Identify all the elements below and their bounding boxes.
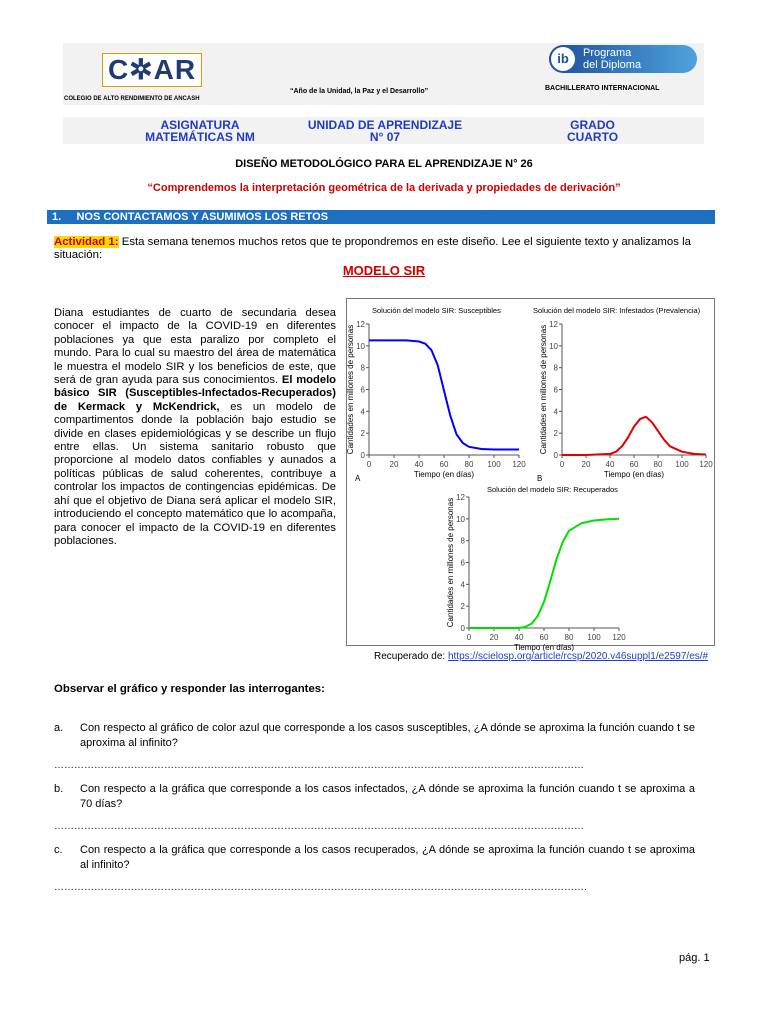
x-tick-label: 40 [514,633,524,642]
answer-line-b[interactable]: …………………………………………………………………………………………………………………………………………… [54,821,584,832]
grade-column [545,119,640,143]
x-tick-label: 80 [564,633,574,642]
panel-label: B [537,474,543,483]
x-tick-label: 60 [539,633,549,642]
unit-label: UNIDAD DE APRENDIZAJE [307,118,463,132]
x-tick-label: 0 [559,460,565,469]
x-tick-label: 100 [675,460,689,469]
answer-line-a[interactable]: …………………………………………………………………………………………………………………………………………… [54,760,584,771]
x-tick-label: 40 [414,460,424,469]
unit-value: N° 07 [369,130,401,144]
question-b: Con respecto a la gráfica que corresponde a los casos infectados, ¿A dónde se aproxima la función cuando t se aproxima a 70 días? [80,783,695,810]
y-tick-label: 0 [360,451,365,460]
grade-label: GRADO [570,118,615,132]
x-tick-label: 20 [581,460,591,469]
ib-label: BACHILLERATO INTERNACIONAL [545,85,660,92]
body-text [54,307,336,548]
page-number: pág. 1 [679,952,710,964]
x-tick-label: 100 [587,633,601,642]
citation [374,651,708,662]
y-tick-label: 0 [553,451,558,460]
y-tick-label: 8 [553,363,558,373]
y-tick-label: 12 [456,493,465,502]
question-a-letter: a. [54,722,64,734]
x-tick-label: 40 [605,460,615,469]
page-subtitle: “Comprendemos la interpretación geométrica de la derivada y propiedades de derivación” [147,182,621,194]
activity-label: Actividad 1: [54,236,119,248]
question-c-letter: c. [54,844,63,856]
x-tick-label: 80 [464,460,474,469]
y-tick-label: 10 [356,341,365,351]
question-a: Con respecto al gráfico de color azul que corresponde a los casos susceptibles, ¿A dónde se aproxima la función cuando t se aproxima al infinito? [80,722,695,749]
page-title: DISEÑO METODOLÓGICO PARA EL APRENDIZAJE N° 26 [235,158,533,170]
x-tick-label: 0 [466,633,472,642]
body-intro: Diana estudiantes de cuarto de secundaria desea conocer el impacto de la COVID-19 en diferentes poblaciones ya que esta paralizo por completo el mundo. Para lo cual su maestro del área de matemática le muestra el modelo SIR y los beneficios de este, que será de gran ayuda para sus conocimientos. [54,307,336,387]
ib-text-2: del Diploma [583,59,642,71]
y-tick-label: 6 [360,385,365,395]
ib-logo [549,45,697,73]
y-tick-label: 2 [553,429,558,439]
x-tick-label: 60 [439,460,449,469]
grade-value: CUARTO [566,130,619,144]
x-tick-label: 20 [389,460,399,469]
y-tick-label: 2 [460,602,465,612]
observe-instruction: Observar el gráfico y responder las interrogantes: [54,683,325,695]
subject-label: ASIGNATURA [160,118,240,132]
activity-text: Esta semana tenemos muchos retos que te propondremos en este diseño. Lee el siguiente texto y analizamos la situación: [54,236,691,261]
x-axis-label: Tiempo (en días) [603,470,665,479]
series-line [469,519,619,628]
y-tick-label: 12 [549,320,558,329]
chart-title: Solución del modelo SIR: Infestados (Prevalencia) [533,306,701,315]
citation-label: Recuperado de: [374,651,448,662]
x-tick-label: 100 [487,460,501,469]
y-tick-label: 8 [360,363,365,373]
x-tick-label: 120 [699,460,713,469]
activity-paragraph [54,236,714,262]
answer-line-c[interactable]: ……………………………………………………………………………………………………………………………………………. [54,882,587,893]
chart-title: Solución del modelo SIR: Susceptibles [372,306,501,315]
x-tick-label: 120 [512,460,526,469]
y-tick-label: 10 [456,514,465,524]
body-rest: es un modelo de compartimentos donde la población bajo estudio se divide en clases epidemiológicas y se describe un flujo entre ellas. Un sistema sanitario robusto que proporcione al modelo datos confiables y aunados a políticas públicas de salud coherentes, contribuye a controlar los impactos de contingencias epidémicas. De ahí que el objetivo de Diana será aplicar el modelo SIR, introduciendo el concepto matemático que lo acompaña, para conocer el impacto de la COVID-19 en diferentes poblaciones. [54,400,336,547]
x-tick-label: 120 [612,633,626,642]
ib-logo-mark: ib [551,47,575,71]
sir-figure [346,298,715,652]
y-tick-label: 4 [360,407,365,417]
chart-title: Solución del modelo SIR: Recuperados [487,485,618,494]
x-tick-label: 20 [489,633,499,642]
y-tick-label: 6 [460,558,465,568]
y-axis-label: Cantidades en millones de personas [446,497,455,628]
subject-column [120,119,280,143]
question-b-letter: b. [54,783,64,795]
y-tick-label: 4 [460,580,465,590]
series-line [369,340,519,449]
school-name: COLEGIO DE ALTO RENDIMIENTO DE ANCASH [64,96,200,102]
unit-column [300,119,470,143]
y-tick-label: 2 [360,429,365,439]
y-tick-label: 4 [553,407,558,417]
year-motto: “Año de la Unidad, la Paz y el Desarrollo” [290,88,429,95]
x-axis-label: Tiempo (en días) [513,643,575,652]
x-tick-label: 0 [366,460,372,469]
ib-logo-text [583,47,641,71]
model-title: MODELO SIR [342,263,426,278]
sir-charts-svg [346,299,714,652]
x-axis-label: Tiempo (en días) [413,470,475,479]
series-line [562,417,706,455]
ib-text-1: Programa [583,47,632,59]
subject-value: MATEMÁTICAS NM [145,130,255,144]
citation-link[interactable]: https://scielosp.org/article/rcsp/2020.v46suppl1/e2597/es/# [447,651,709,662]
section-heading-text: 1. NOS CONTACTAMOS Y ASUMIMOS LOS RETOS [52,211,329,223]
question-c: Con respecto a la gráfica que corresponde a los casos recuperados, ¿A dónde se aproxima la función cuando t se aproxima al infinito? [80,844,695,871]
y-tick-label: 12 [356,320,365,329]
x-tick-label: 80 [653,460,663,469]
y-tick-label: 10 [549,341,558,351]
y-tick-label: 0 [460,624,465,633]
y-axis-label: Cantidades en millones de personas [346,324,355,455]
x-tick-label: 60 [629,460,639,469]
panel-label: A [355,474,361,483]
coar-logo [102,53,202,87]
y-axis-label: Cantidades en millones de personas [539,324,548,455]
coar-logo-text: C✲AR [107,54,197,85]
section-heading [47,210,715,224]
body-bold: El modelo básico SIR (Susceptibles-Infectados-Recuperados) de Kermack y McKendrick, [54,374,337,413]
y-tick-label: 6 [553,385,558,395]
y-tick-label: 8 [460,536,465,546]
